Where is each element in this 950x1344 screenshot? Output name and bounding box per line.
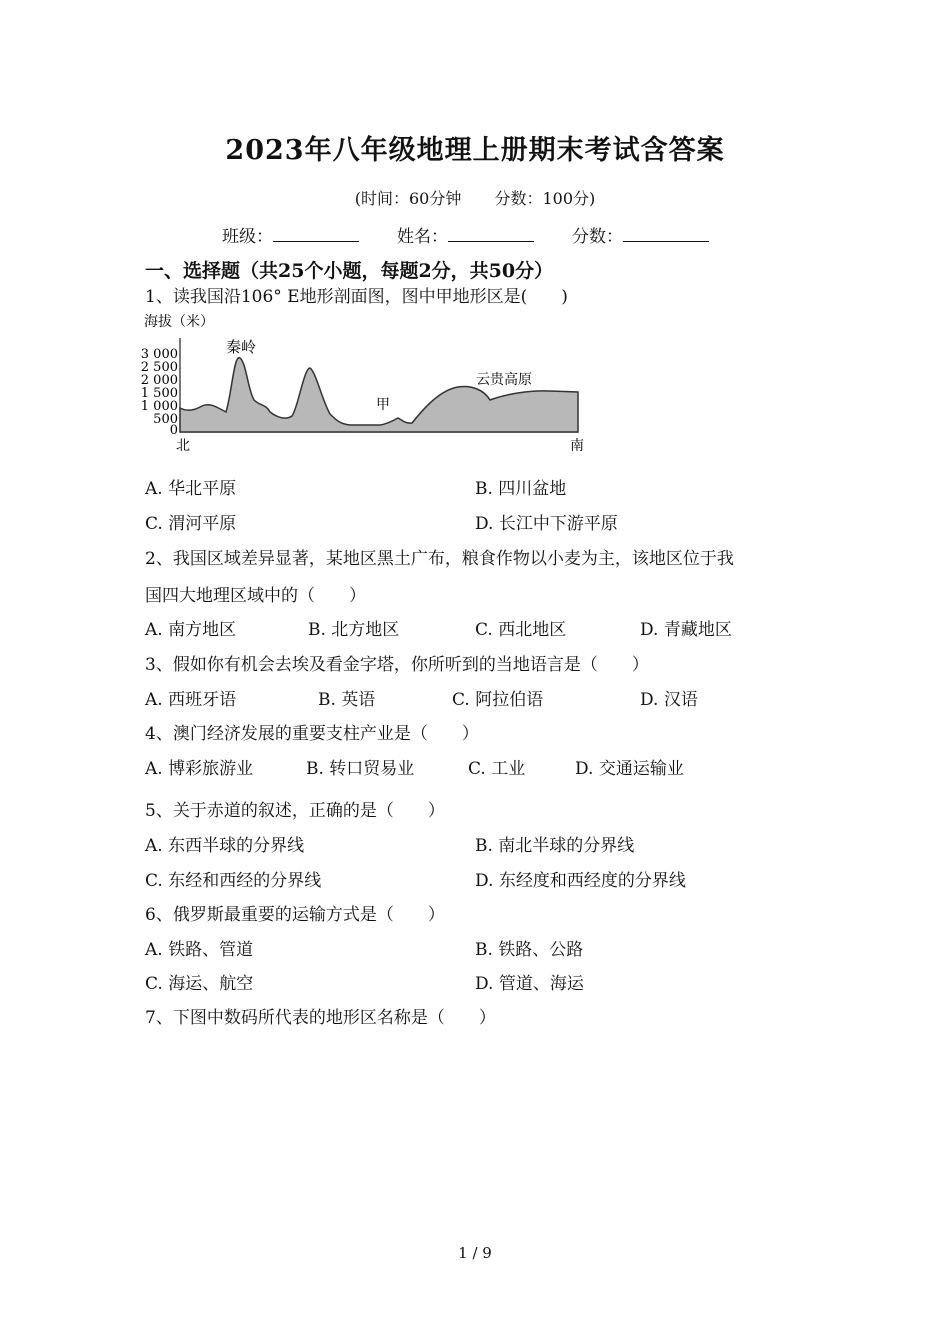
option-d: D. 管道、海运 <box>475 974 584 994</box>
terrain-profile-figure <box>140 308 600 456</box>
option-b: B. 四川盆地 <box>475 479 567 499</box>
option-c: C. 阿拉伯语 <box>452 690 544 710</box>
option-b: B. 北方地区 <box>308 620 400 640</box>
score-field[interactable] <box>623 225 709 242</box>
name-field[interactable] <box>448 225 534 242</box>
profile-ytick: 1 000 <box>140 399 178 414</box>
option-c: C. 西北地区 <box>475 620 567 640</box>
profile-ytick: 3 000 <box>140 347 178 362</box>
label-jia: 甲 <box>376 397 390 413</box>
exam-time: (时间：60分钟 <box>354 189 462 208</box>
question-stem: 3、假如你有机会去埃及看金字塔，你所听到的当地语言是（ ） <box>145 655 649 675</box>
question-stem: 1、读我国沿106° E地形剖面图，图中甲地形区是( ) <box>145 287 568 307</box>
option-c: C. 海运、航空 <box>145 974 254 994</box>
option-c: C. 渭河平原 <box>145 514 237 534</box>
label-yungui: 云贵高原 <box>476 372 532 388</box>
profile-ytick: 500 <box>153 412 178 427</box>
option-b: B. 南北半球的分界线 <box>475 836 635 856</box>
option-d: D. 东经度和西经度的分界线 <box>475 871 686 891</box>
section-heading: 一、选择题（共25个小题，每题2分，共50分） <box>145 260 554 282</box>
option-d: D. 交通运输业 <box>575 759 684 779</box>
option-d: D. 汉语 <box>640 690 698 710</box>
option-a: A. 华北平原 <box>145 479 237 499</box>
option-a: A. 铁路、管道 <box>145 940 254 960</box>
question-stem-cont: 国四大地理区域中的（ ） <box>145 586 366 606</box>
profile-ytick: 1 500 <box>140 386 178 401</box>
question-stem: 6、俄罗斯最重要的运输方式是（ ） <box>145 905 445 925</box>
option-a: A. 西班牙语 <box>145 690 237 710</box>
profile-ylabel: 海拔（米） <box>144 314 214 330</box>
profile-ytick: 0 <box>169 423 178 438</box>
profile-ytick: 2 000 <box>140 373 178 388</box>
option-d: D. 长江中下游平原 <box>475 514 618 534</box>
question-stem: 5、关于赤道的叙述，正确的是（ ） <box>145 801 445 821</box>
option-d: D. 青藏地区 <box>640 620 732 640</box>
student-info <box>222 222 747 247</box>
class-field[interactable] <box>273 225 359 242</box>
profile-ytick: 2 500 <box>140 360 178 375</box>
page-number: 1 / 9 <box>458 1244 492 1262</box>
option-a: A. 东西半球的分界线 <box>145 836 305 856</box>
question-stem: 7、下图中数码所代表的地形区名称是（ ） <box>145 1008 496 1028</box>
exam-meta <box>0 186 950 209</box>
option-c: C. 工业 <box>468 759 526 779</box>
label-north: 北 <box>176 438 190 454</box>
option-b: B. 转口贸易业 <box>306 759 415 779</box>
question-stem: 2、我国区域差异显著，某地区黑土广布，粮食作物以小麦为主，该地区位于我 <box>145 549 734 569</box>
score-label: 分数： <box>572 227 623 247</box>
option-c: C. 东经和西经的分界线 <box>145 871 322 891</box>
page-title: 2023年八年级地理上册期末考试含答案 <box>225 135 725 166</box>
name-label: 姓名： <box>397 227 448 247</box>
option-a: A. 南方地区 <box>145 620 237 640</box>
terrain-profile-area <box>180 358 578 432</box>
label-qinling: 秦岭 <box>226 338 257 356</box>
option-b: B. 英语 <box>318 690 376 710</box>
option-a: A. 博彩旅游业 <box>145 759 254 779</box>
exam-total-score: 分数：100分) <box>494 189 596 208</box>
question-stem: 4、澳门经济发展的重要支柱产业是（ ） <box>145 724 479 744</box>
label-south: 南 <box>570 438 584 454</box>
option-b: B. 铁路、公路 <box>475 940 584 960</box>
class-label: 班级： <box>222 227 273 247</box>
